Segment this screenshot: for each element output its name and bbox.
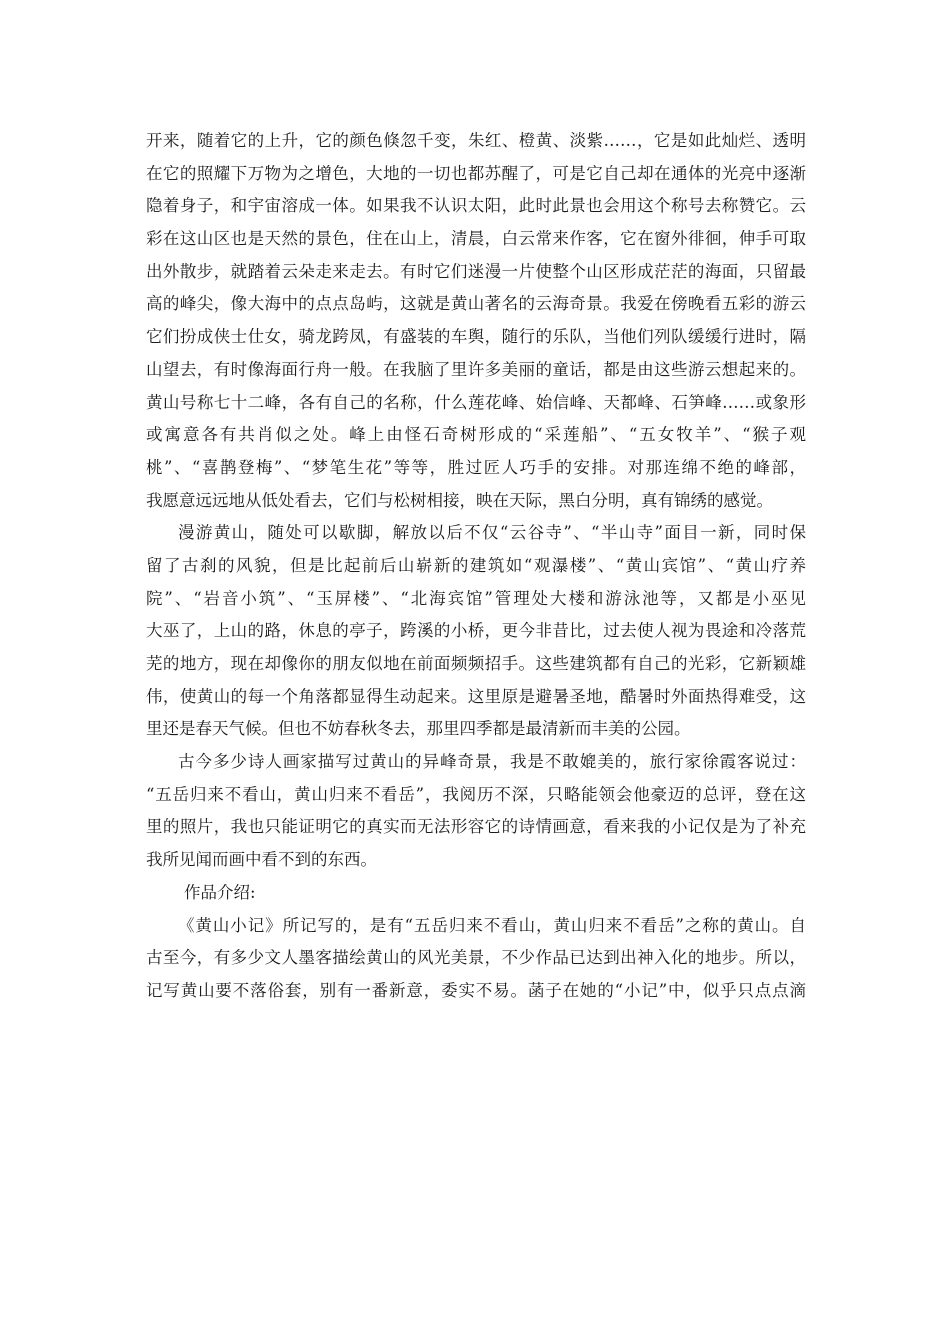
text-line: “五岳归来不看山，黄山归来不看岳”，我阅历不深，只略能领会他豪迈的总评，登在这 [146,784,806,804]
text-line: 在它的照耀下万物为之增色，大地的一切也都苏醒了，可是它自己却在通体的光亮中逐渐 [146,163,806,183]
text-line: 它们扮成侠士仕女，骑龙跨凤，有盛装的车舆，随行的乐队，当他们列队缓缓行进时，隔 [146,327,806,347]
text-line: 隐着身子，和宇宙溶成一体。如果我不认识太阳，此时此景也会用这个称号去称赞它。云 [146,196,806,216]
text-line: 黄山号称七十二峰，各有自己的名称，什么莲花峰、始信峰、天都峰、石笋峰……或象形 [146,392,806,412]
document-body [146,125,806,1008]
text-line: 我所见闻而画中看不到的东西。 [146,850,377,870]
text-line: 山望去，有时像海面行舟一般。在我脑了里许多美丽的童话，都是由这些游云想起来的。 [146,359,806,379]
paragraph-start-line: 《黄山小记》所记写的，是有“五岳归来不看山，黄山归来不看岳”之称的黄山。自 [178,915,806,935]
text-line: 古至今，有多少文人墨客描绘黄山的风光美景，不少作品已达到出神入化的地步。所以， [146,948,806,968]
text-line: 彩在这山区也是天然的景色，住在山上，清晨，白云常来作客，它在窗外徘徊，伸手可取 [146,229,806,249]
paragraph-start-line: 古今多少诗人画家描写过黄山的异峰奇景，我是不敢媲美的，旅行家徐霞客说过： [178,752,806,772]
text-line: 里还是春天气候。但也不妨春秋冬去，那里四季都是最清新而丰美的公园。 [146,719,691,739]
text-line: 开来，随着它的上升，它的颜色倏忽千变，朱红、橙黄、淡紫……，它是如此灿烂、透明 [146,131,806,150]
text-line: 里的照片，我也只能证明它的真实而无法形容它的诗情画意，看来我的小记仅是为了补充 [146,817,806,837]
text-line: 留了古刹的风貌，但是比起前后山崭新的建筑如“观瀑楼”、“黄山宾馆”、“黄山疗养 [146,555,806,575]
text-line: 桃”、“喜鹊登梅”、“梦笔生花”等等，胜过匠人巧手的安排。对那连绵不绝的峰部， [146,457,806,477]
text-line: 出外散步，就踏着云朵走来走去。有时它们迷漫一片使整个山区形成茫茫的海面，只留最 [146,261,806,281]
paragraph-start-line: 漫游黄山，随处可以歇脚，解放以后不仅“云谷寺”、“半山寺”面目一新，同时保 [178,523,806,543]
text-line: 高的峰尖，像大海中的点点岛屿，这就是黄山著名的云海奇景。我爱在傍晚看五彩的游云 [146,294,806,314]
text-line: 或寓意各有共肖似之处。峰上由怪石奇树形成的“采莲船”、“五女牧羊”、“猴子观 [146,425,806,445]
section-heading: 作品介绍: [184,882,256,902]
text-line: 大巫了，上山的路，休息的亭子，跨溪的小桥，更今非昔比，过去使人视为畏途和冷落荒 [146,621,806,641]
text-line: 我愿意远远地从低处看去，它们与松树相接，映在天际，黑白分明，真有锦绣的感觉。 [146,490,773,510]
text-line: 记写黄山要不落俗套，别有一番新意，委实不易。菡子在她的“小记”中，似乎只点点滴 [146,980,806,1000]
text-line: 院”、“岩音小筑”、“玉屏楼”、“北海宾馆”管理处大楼和游泳池等，又都是小巫见 [146,588,806,608]
text-line: 伟，使黄山的每一个角落都显得生动起来。这里原是避暑圣地，酷暑时外面热得难受，这 [146,686,806,706]
text-line: 芜的地方，现在却像你的朋友似地在前面频频招手。这些建筑都有自己的光彩，它新颖雄 [146,654,806,673]
